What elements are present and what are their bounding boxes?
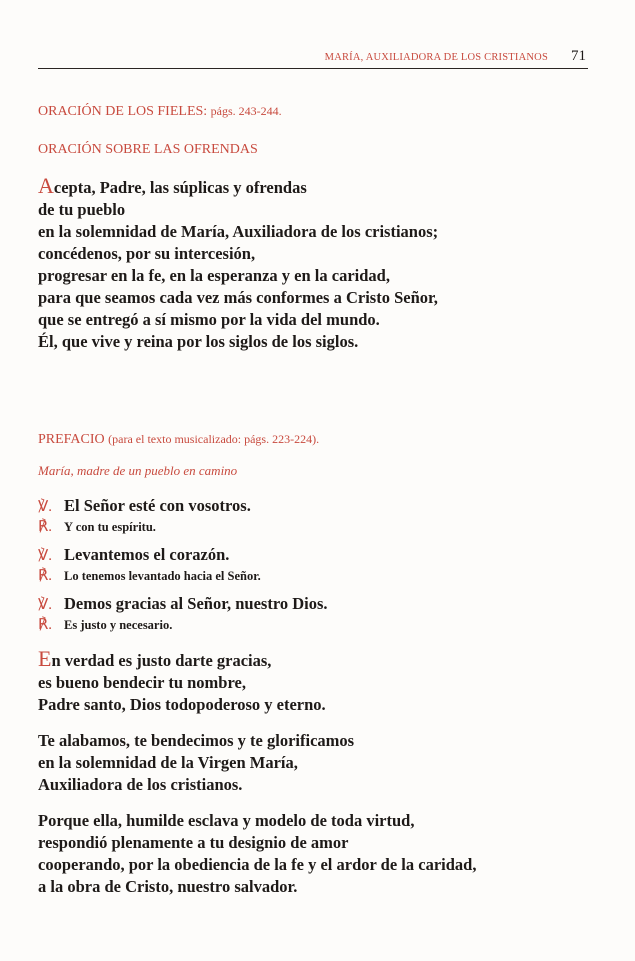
page-number: 71 [571,48,586,64]
response-text: Y con tu espíritu. [64,520,156,534]
preface-initial: E [38,646,52,671]
response-symbol: ℟. [38,568,53,584]
preface-text [38,648,598,898]
oracion-fieles-pages: págs. 243-244. [210,104,282,118]
prefacio-title: PREFACIO [38,432,109,447]
versicle-symbol: ℣. [38,548,53,564]
prayer-line: para que seamos cada vez más conformes a Cristo Señor, [38,288,438,307]
versicle-text: Demos gracias al Señor, nuestro Dios. [64,594,328,613]
prayer-line: de tu pueblo [38,200,126,219]
page-content [38,102,598,912]
prayer-line: Él, que vive y reina por los siglos de los siglos. [38,332,359,351]
prayer-initial: A [38,173,54,198]
dialogue-pair [38,544,598,585]
prefacio-label [38,430,598,449]
prefacio-note: (para el texto musicalizado: págs. 223-224). [108,432,320,446]
preface-paragraph: Porque ella, humilde esclava y modelo de toda virtud, respondió plenamente a tu designio de amor cooperando, por la obediencia de la fe y el ardor de la caridad, a la obra de Cristo, nuestro salvador. [38,811,477,896]
preface-subtitle: María, madre de un pueblo en camino [38,463,238,478]
oracion-fieles-label [38,102,598,121]
response-text: Es justo y necesario. [64,618,173,632]
oracion-fieles-title: ORACIÓN DE LOS FIELES: [38,104,211,119]
preface-dialogue [38,495,598,634]
response-symbol: ℟. [38,617,53,633]
prayer-line: en la solemnidad de María, Auxiliadora de los cristianos; [38,222,439,241]
dialogue-pair [38,495,598,536]
versicle-symbol: ℣. [38,499,53,515]
versicle-text: El Señor esté con vosotros. [64,496,251,515]
versicle-symbol: ℣. [38,597,53,613]
prayer-line: Acepta, Padre, las súplicas y ofrendas [38,173,307,198]
versicle-text: Levantemos el corazón. [64,545,230,564]
preface-paragraph: En verdad es justo darte gracias, es bueno bendecir tu nombre, Padre santo, Dios todopoderoso y eterno. [38,646,326,714]
running-title: MARÍA, AUXILIADORA DE LOS CRISTIANOS [324,52,548,63]
dialogue-pair [38,593,598,634]
prayer-line: que se entregó a sí mismo por la vida del mundo. [38,310,380,329]
response-symbol: ℟. [38,519,53,535]
prayer-line: concédenos, por su intercesión, [38,244,256,263]
oracion-ofrendas-label: ORACIÓN SOBRE LAS OFRENDAS [38,142,258,157]
prayer-over-offerings [38,175,598,353]
page-header [38,46,588,69]
response-text: Lo tenemos levantado hacia el Señor. [64,569,261,583]
preface-paragraph: Te alabamos, te bendecimos y te glorificamos en la solemnidad de la Virgen María, Auxiliadora de los cristianos. [38,731,355,794]
prayer-line: progresar en la fe, en la esperanza y en la caridad, [38,266,390,285]
